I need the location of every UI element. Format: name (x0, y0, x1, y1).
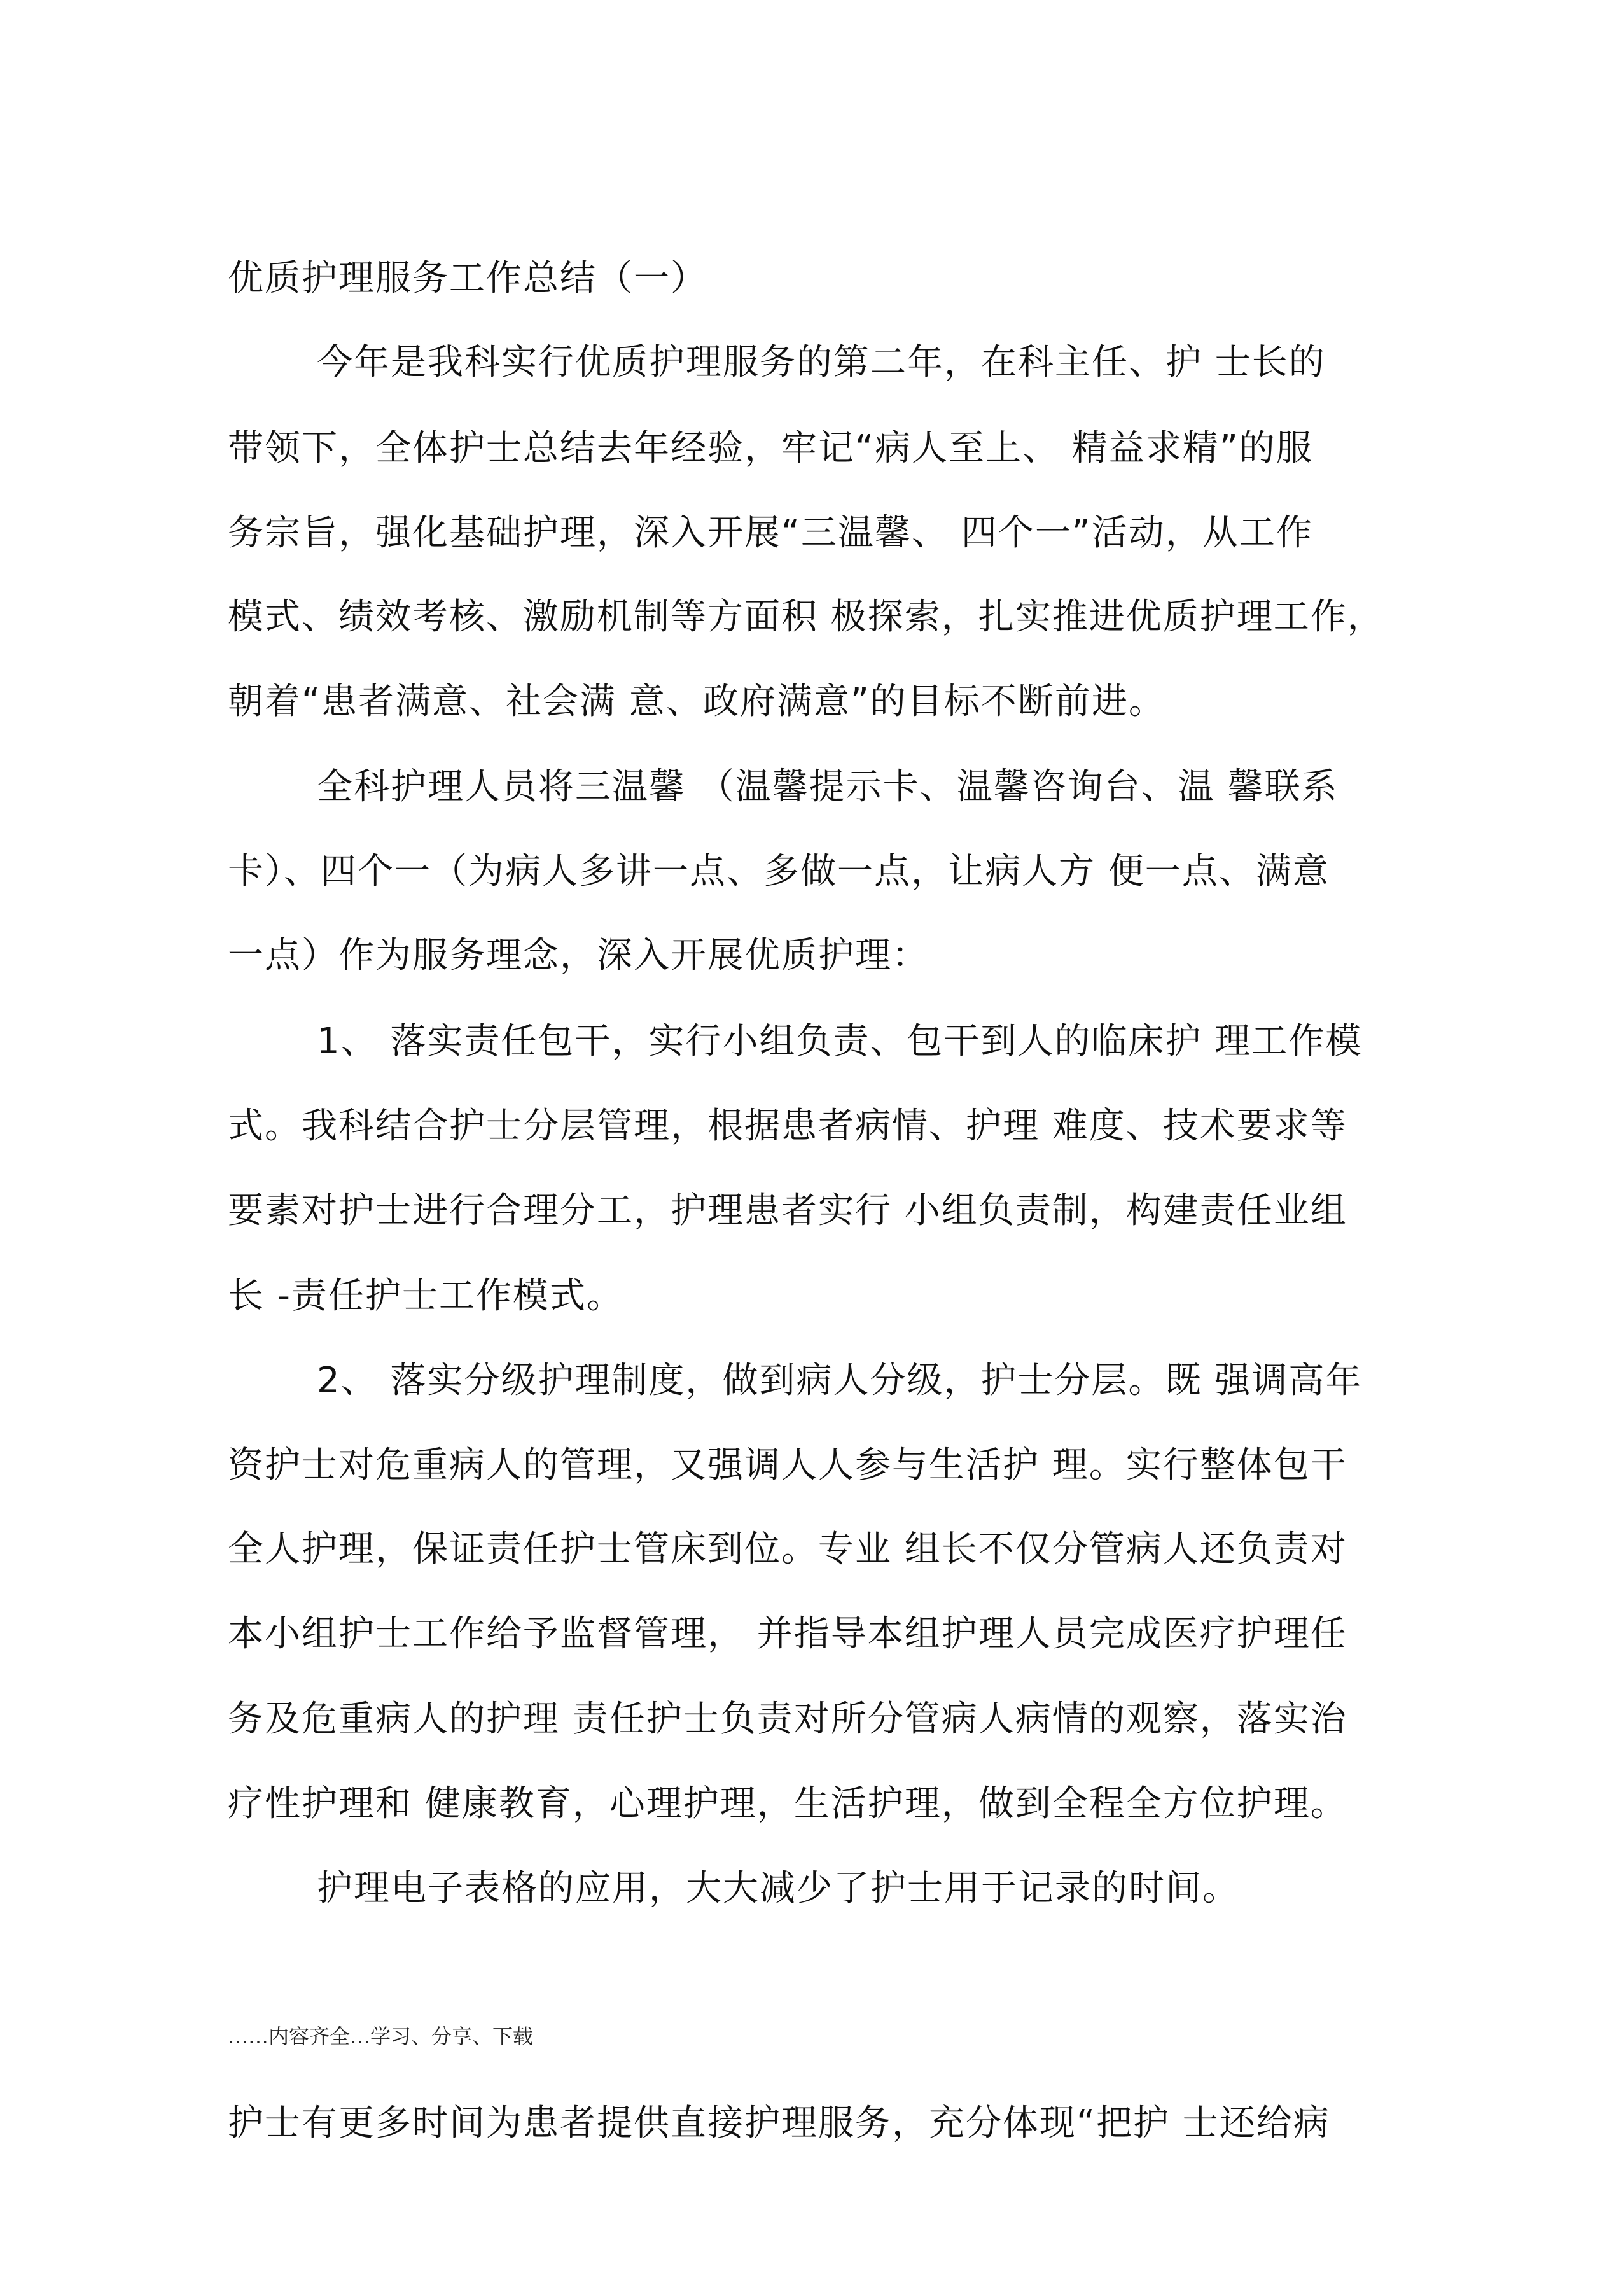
paragraph-3-line-2: 式。我科结合护士分层管理，根据患者病情、护理 难度、技术要求等 (228, 1105, 1347, 1147)
paragraph-6-line-1: 护士有更多时间为患者提供直接护理服务，充分体现“把护 士还给病 (228, 2103, 1330, 2144)
paragraph-1-line-5: 朝着“患者满意、社会满 意、政府满意”的目标不断前进。 (228, 681, 1165, 722)
paragraph-3-line-4: 长 -责任护士工作模式。 (228, 1275, 624, 1317)
paragraph-2-line-2: 卡）、四个一（为病人多讲一点、多做一点，让病人方 便一点、满意 (228, 851, 1330, 892)
download-note: ……内容齐全…学习、分享、下载 (228, 2024, 534, 2048)
paragraph-1-line-3: 务宗旨，强化基础护理，深入开展“三温馨、 四个一”活动，从工作 (228, 512, 1313, 554)
paragraph-4-line-4: 本小组护士工作给予监督管理， 并指导本组护理人员完成医疗护理任 (228, 1613, 1347, 1655)
paragraph-1-line-1: 今年是我科实行优质护理服务的第二年，在科主任、护 士长的 (317, 342, 1326, 383)
paragraph-2-line-1: 全科护理人员将三温馨 （温馨提示卡、温馨咨询台、温 馨联系 (317, 766, 1339, 808)
paragraph-3-line-3: 要素对护士进行合理分工，护理患者实行 小组负责制，构建责任业组 (228, 1190, 1347, 1231)
document-title: 优质护理服务工作总结（一） (228, 258, 707, 299)
paragraph-4-line-6: 疗性护理和 健康教育，心理护理，生活护理，做到全程全方位护理。 (228, 1783, 1347, 1824)
paragraph-4-line-2: 资护士对危重病人的管理，又强调人人参与生活护 理。实行整体包干 (228, 1445, 1347, 1486)
paragraph-4-line-1: 2、 落实分级护理制度，做到病人分级，护士分层。既 强调高年 (317, 1360, 1363, 1401)
paragraph-5-line-1: 护理电子表格的应用，大大减少了护士用于记录的时间。 (317, 1868, 1239, 1909)
paragraph-3-line-1: 1、 落实责任包干，实行小组负责、包干到人的临床护 理工作模 (317, 1021, 1363, 1062)
paragraph-1-line-2: 带领下，全体护士总结去年经验，牢记“病人至上、 精益求精”的服 (228, 428, 1313, 469)
paragraph-4-line-3: 全人护理，保证责任护士管床到位。专业 组长不仅分管病人还负责对 (228, 1529, 1347, 1570)
paragraph-4-line-5: 务及危重病人的护理 责任护士负责对所分管病人病情的观察，落实治 (228, 1698, 1347, 1740)
paragraph-1-line-4: 模式、绩效考核、激励机制等方面积 极探索，扎实推进优质护理工作， (228, 596, 1384, 638)
paragraph-2-line-3: 一点）作为服务理念，深入开展优质护理： (228, 935, 929, 976)
